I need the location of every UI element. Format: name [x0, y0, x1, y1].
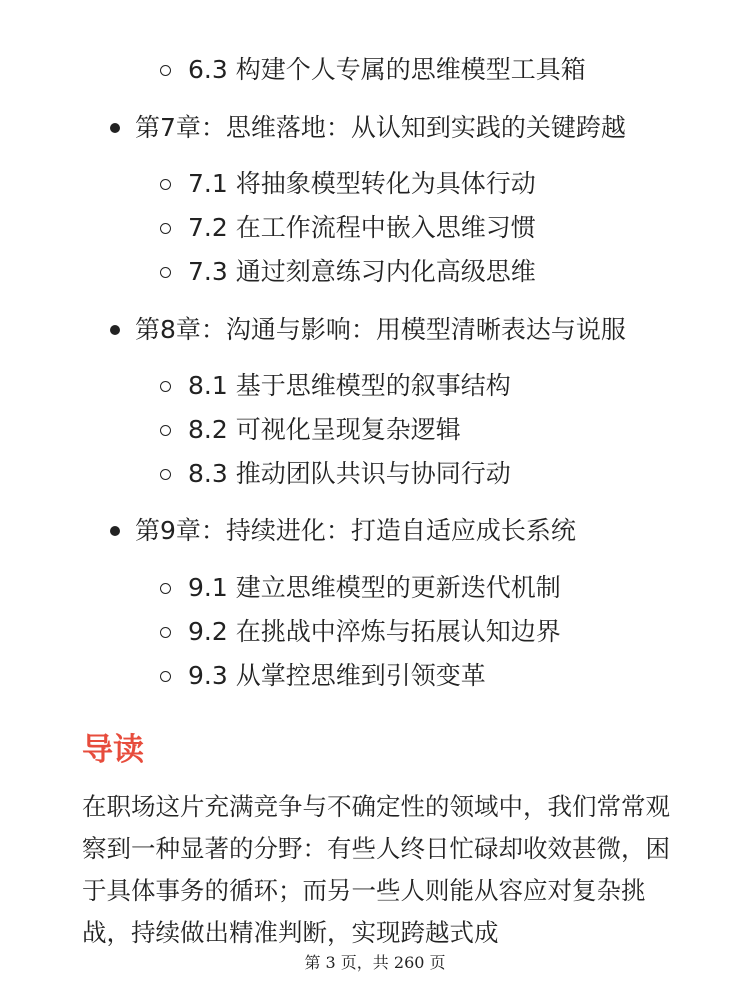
toc-chapter-text: 第9章：持续进化：打造自适应成长系统	[135, 516, 576, 545]
disc-bullet-icon	[110, 526, 120, 536]
toc-chapter-item	[110, 514, 576, 548]
toc-section-text: 9.2 在挑战中淬炼与拓展认知边界	[188, 617, 561, 646]
page-number-footer: 第 3 页，共 260 页	[304, 953, 446, 972]
toc-section-text: 7.3 通过刻意练习内化高级思维	[188, 257, 536, 286]
toc-chapter-item	[110, 111, 626, 145]
toc-chapter-item	[110, 313, 626, 347]
disc-bullet-icon	[110, 123, 120, 133]
toc-section-item	[160, 571, 561, 605]
circle-bullet-icon	[160, 425, 171, 436]
toc-section-item	[160, 457, 511, 491]
circle-bullet-icon	[160, 65, 171, 76]
circle-bullet-icon	[160, 267, 171, 278]
circle-bullet-icon	[160, 381, 171, 392]
toc-section-item	[160, 167, 536, 201]
disc-bullet-icon	[110, 325, 120, 335]
toc-section-text: 8.2 可视化呈现复杂逻辑	[188, 415, 461, 444]
toc-section-text: 7.1 将抽象模型转化为具体行动	[188, 169, 536, 198]
circle-bullet-icon	[160, 223, 171, 234]
toc-section-item	[160, 211, 536, 245]
toc-section-text: 7.2 在工作流程中嵌入思维习惯	[188, 213, 536, 242]
toc-section-item	[160, 255, 536, 289]
circle-bullet-icon	[160, 179, 171, 190]
toc-chapter-text: 第8章：沟通与影响：用模型清晰表达与说服	[135, 315, 626, 344]
intro-paragraph: 在职场这片充满竞争与不确定性的领域中，我们常常观察到一种显著的分野：有些人终日忙碌却收效甚微，困于具体事务的循环；而另一些人则能从容应对复杂挑战，持续做出精准判断，实现跨越式成	[82, 792, 670, 947]
toc-chapter-text: 第7章：思维落地：从认知到实践的关键跨越	[135, 113, 626, 142]
toc-section-item	[160, 413, 461, 447]
toc-section-item	[160, 659, 486, 693]
toc-section-text: 8.3 推动团队共识与协同行动	[188, 459, 511, 488]
toc-section-item	[160, 615, 561, 649]
toc-section-text: 9.1 建立思维模型的更新迭代机制	[188, 573, 561, 602]
toc-section-text: 6.3 构建个人专属的思维模型工具箱	[188, 55, 586, 84]
toc-section-text: 8.1 基于思维模型的叙事结构	[188, 371, 511, 400]
circle-bullet-icon	[160, 469, 171, 480]
circle-bullet-icon	[160, 627, 171, 638]
toc-section-text: 9.3 从掌控思维到引领变革	[188, 661, 486, 690]
circle-bullet-icon	[160, 671, 171, 682]
intro-heading: 导读	[82, 732, 144, 768]
toc-section-item	[160, 53, 586, 87]
circle-bullet-icon	[160, 583, 171, 594]
toc-section-item	[160, 369, 511, 403]
